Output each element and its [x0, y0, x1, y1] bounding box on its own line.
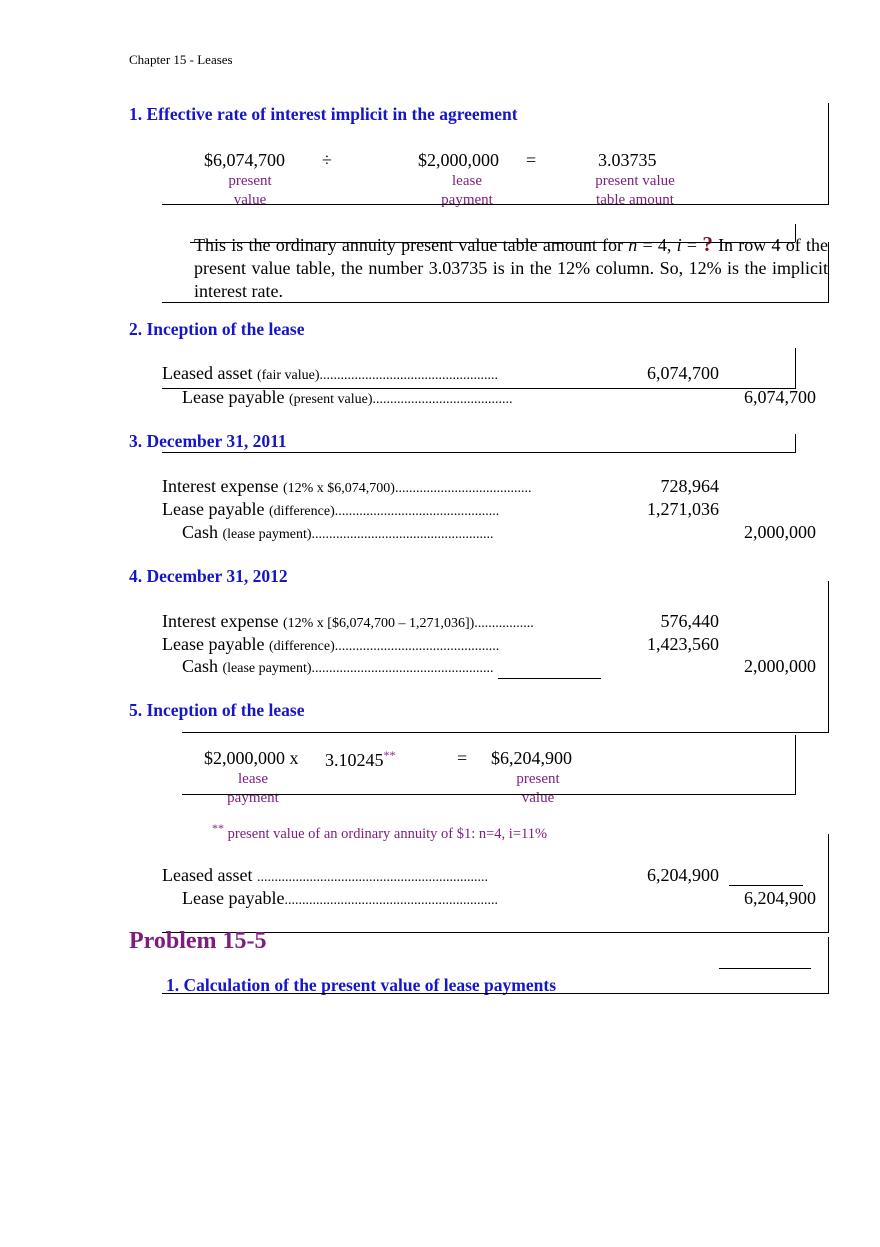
- rule-vertical: [828, 581, 829, 732]
- label-present-value: present value: [228, 173, 272, 208]
- rule-horizontal: [182, 732, 829, 733]
- rule-horizontal: [162, 388, 796, 389]
- rule-horizontal: [162, 204, 829, 205]
- rule-vertical: [828, 242, 829, 302]
- lease-payment-amount: $2,000,000: [418, 150, 499, 170]
- section-3-title: 3. December 31, 2011: [129, 431, 287, 451]
- entry-cash: Cash (lease payment)....................................................: [182, 522, 494, 542]
- rule-horizontal: [162, 452, 796, 453]
- entry-lease-payable: Lease payable.............................................................: [182, 888, 498, 908]
- debit-leased-asset: 6,204,900: [647, 865, 719, 885]
- entry-lease-payable: Lease payable (difference)...............................................: [162, 499, 500, 519]
- rule-vertical: [828, 834, 829, 932]
- section-5-title: 5. Inception of the lease: [129, 700, 305, 720]
- entry-lease-payable: Lease payable (present value)........................................: [182, 387, 513, 407]
- debit-interest-expense: 576,440: [660, 611, 719, 631]
- debit-leased-asset: 6,074,700: [647, 363, 719, 383]
- annuity-footnote: ** present value of an ordinary annuity of $1: n=4, i=11%: [212, 821, 548, 842]
- question-mark: ?: [702, 232, 713, 256]
- debit-lease-payable: 1,271,036: [647, 499, 719, 519]
- equals-sign: =: [526, 150, 537, 170]
- label-lease-payment: lease payment: [441, 173, 493, 208]
- problem-subtitle: 1. Calculation of the present value of lease payments: [166, 975, 556, 995]
- entry-interest-expense: Interest expense (12% x $6,074,700).......................................: [162, 476, 532, 496]
- label-present-value: present value: [516, 771, 560, 806]
- debit-interest-expense: 728,964: [660, 476, 719, 496]
- label-table-amount: present value table amount: [595, 173, 675, 208]
- present-value-result: $6,204,900: [491, 748, 572, 768]
- rule-vertical: [795, 735, 796, 794]
- rule-strike: [190, 242, 795, 243]
- rule-vertical: [795, 224, 796, 242]
- rule-underline: [498, 678, 601, 679]
- chapter-header: Chapter 15 - Leases: [129, 52, 233, 67]
- debit-lease-payable: 1,423,560: [647, 634, 719, 654]
- credit-lease-payable: 6,074,700: [744, 387, 816, 407]
- divide-sign: ÷: [322, 150, 332, 170]
- entry-leased-asset: Leased asset (fair value)...................................................: [162, 363, 499, 383]
- problem-title: Problem 15-5: [129, 928, 267, 954]
- credit-lease-payable: 6,204,900: [744, 888, 816, 908]
- section-1-title: 1. Effective rate of interest implicit in the agreement: [129, 104, 518, 124]
- section-4-title: 4. December 31, 2012: [129, 566, 288, 586]
- rule-horizontal: [182, 794, 796, 795]
- rule-underline: [719, 968, 811, 969]
- explanation-paragraph: This is the ordinary annuity present value table amount for n = 4, i = ? In row 4 of the present value table, the number 3.03735 is in the 12% column. So, 12% is the implicit interest rate.: [194, 232, 828, 301]
- entry-lease-payable: Lease payable (difference)...............................................: [162, 634, 500, 654]
- present-value-amount: $6,074,700: [204, 150, 285, 170]
- entry-interest-expense: Interest expense (12% x [$6,074,700 – 1,271,036]).................: [162, 611, 534, 631]
- credit-cash: 2,000,000: [744, 656, 816, 676]
- annuity-factor: 3.10245**: [325, 748, 396, 770]
- lease-payment-times: $2,000,000 x: [204, 748, 299, 768]
- rule-vertical: [828, 103, 829, 204]
- label-lease-payment: lease payment: [227, 771, 279, 806]
- rule-horizontal: [162, 993, 829, 994]
- entry-leased-asset: Leased asset ..................................................................: [162, 865, 488, 885]
- rule-vertical: [828, 937, 829, 993]
- rule-underline: [729, 885, 803, 886]
- rule-horizontal: [162, 302, 829, 303]
- credit-cash: 2,000,000: [744, 522, 816, 542]
- section-2-title: 2. Inception of the lease: [129, 319, 305, 339]
- entry-cash: Cash (lease payment)....................................................: [182, 656, 494, 676]
- equals-sign: =: [457, 748, 468, 768]
- rule-vertical: [795, 348, 796, 388]
- table-amount: 3.03735: [598, 150, 657, 170]
- rule-vertical: [795, 434, 796, 452]
